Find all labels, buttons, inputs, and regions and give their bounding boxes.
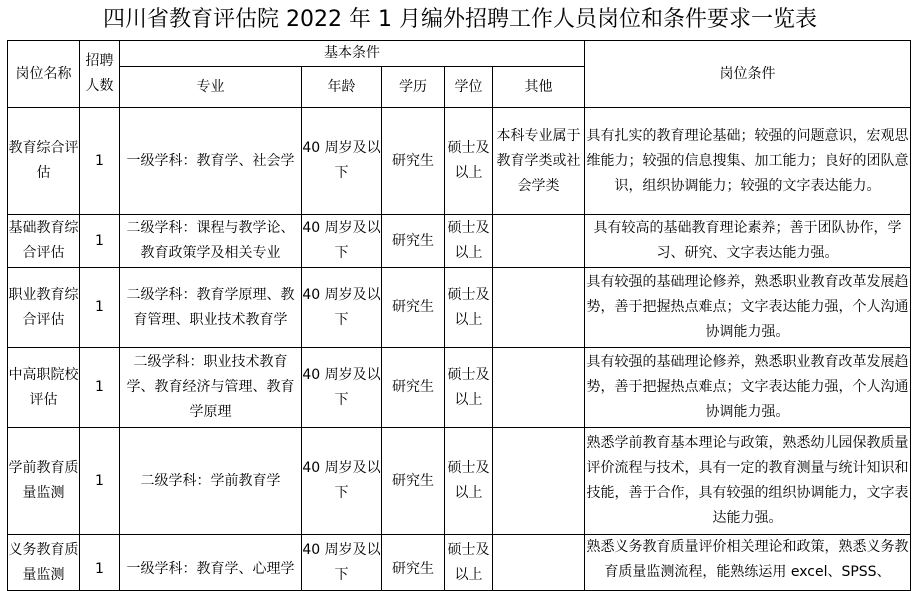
major-cell: 二级学科：教育学原理、教育管理、职业技术教育学 [120, 268, 302, 348]
degree-cell: 硕士及以上 [445, 535, 493, 591]
position-cell: 中高职院校评估 [8, 348, 80, 428]
position-cell: 基础教育综合评估 [8, 215, 80, 268]
education-cell: 研究生 [382, 108, 445, 215]
age-cell: 40 周岁及以下 [302, 215, 382, 268]
header-degree: 学位 [445, 67, 493, 108]
count-cell: 1 [80, 215, 120, 268]
header-education: 学历 [382, 67, 445, 108]
requirements-cell: 具有较强的基础理论修养，熟悉职业教育改革发展趋势，善于把握热点难点；文字表达能力强，个人沟通协调能力强。 [585, 348, 911, 428]
requirements-cell: 具有扎实的教育理论基础；较强的问题意识，宏观思维能力；较强的信息搜集、加工能力；良好的团队意识，组织协调能力；较强的文字表达能力。 [585, 108, 911, 215]
position-cell: 教育综合评估 [8, 108, 80, 215]
table-row [8, 108, 911, 215]
positions-table [7, 40, 911, 591]
degree-cell: 硕士及以上 [445, 348, 493, 428]
table-row [8, 215, 911, 268]
age-cell: 40 周岁及以下 [302, 348, 382, 428]
age-cell: 40 周岁及以下 [302, 535, 382, 591]
header-age: 年龄 [302, 67, 382, 108]
count-cell: 1 [80, 535, 120, 591]
count-cell: 1 [80, 428, 120, 535]
age-cell: 40 周岁及以下 [302, 268, 382, 348]
other-cell: 本科专业属于教育学类或社会学类 [493, 108, 585, 215]
requirements-cell: 熟悉学前教育基本理论与政策，熟悉幼儿园保教质量评价流程与技术，具有一定的教育测量与统计知识和技能，善于合作，具有较强的组织协调能力，文字表达能力强。 [585, 428, 911, 535]
degree-cell: 硕士及以上 [445, 215, 493, 268]
position-cell: 义务教育质量监测 [8, 535, 80, 591]
education-cell: 研究生 [382, 268, 445, 348]
count-cell: 1 [80, 108, 120, 215]
education-cell: 研究生 [382, 215, 445, 268]
table-row [8, 348, 911, 428]
header-other: 其他 [493, 67, 585, 108]
header-row [8, 41, 911, 67]
other-cell [493, 268, 585, 348]
header-major: 专业 [120, 67, 302, 108]
requirements-cell: 具有较高的基础教育理论素养；善于团队协作，学习、研究、文字表达能力强。 [585, 215, 911, 268]
table-row [8, 535, 911, 591]
header-position: 岗位名称 [8, 41, 80, 108]
age-cell: 40 周岁及以下 [302, 108, 382, 215]
degree-cell: 硕士及以上 [445, 108, 493, 215]
major-cell: 一级学科：教育学、社会学 [120, 108, 302, 215]
count-cell: 1 [80, 348, 120, 428]
table-row [8, 268, 911, 348]
header-count: 招聘人数 [80, 41, 120, 108]
degree-cell: 硕士及以上 [445, 428, 493, 535]
major-cell: 二级学科：职业技术教育学、教育经济与管理、教育学原理 [120, 348, 302, 428]
major-cell: 一级学科：教育学、心理学 [120, 535, 302, 591]
position-cell: 学前教育质量监测 [8, 428, 80, 535]
education-cell: 研究生 [382, 428, 445, 535]
major-cell: 二级学科：学前教育学 [120, 428, 302, 535]
education-cell: 研究生 [382, 348, 445, 428]
other-cell [493, 215, 585, 268]
header-basic-conditions: 基本条件 [120, 41, 585, 67]
table-row [8, 428, 911, 535]
page-title: 四川省教育评估院 2022 年 1 月编外招聘工作人员岗位和条件要求一览表 [103, 7, 817, 32]
other-cell [493, 428, 585, 535]
major-cell: 二级学科：课程与教学论、教育政策学及相关专业 [120, 215, 302, 268]
other-cell [493, 348, 585, 428]
header-requirements: 岗位条件 [585, 41, 911, 108]
position-cell: 职业教育综合评估 [8, 268, 80, 348]
count-cell: 1 [80, 268, 120, 348]
education-cell: 研究生 [382, 535, 445, 591]
age-cell: 40 周岁及以下 [302, 428, 382, 535]
requirements-cell: 具有较强的基础理论修养，熟悉职业教育改革发展趋势，善于把握热点难点；文字表达能力强，个人沟通协调能力强。 [585, 268, 911, 348]
requirements-cell: 熟悉义务教育质量评价相关理论和政策，熟悉义务教育质量监测流程，能熟练运用 excel、SPSS、 [585, 535, 911, 591]
other-cell [493, 535, 585, 591]
degree-cell: 硕士及以上 [445, 268, 493, 348]
